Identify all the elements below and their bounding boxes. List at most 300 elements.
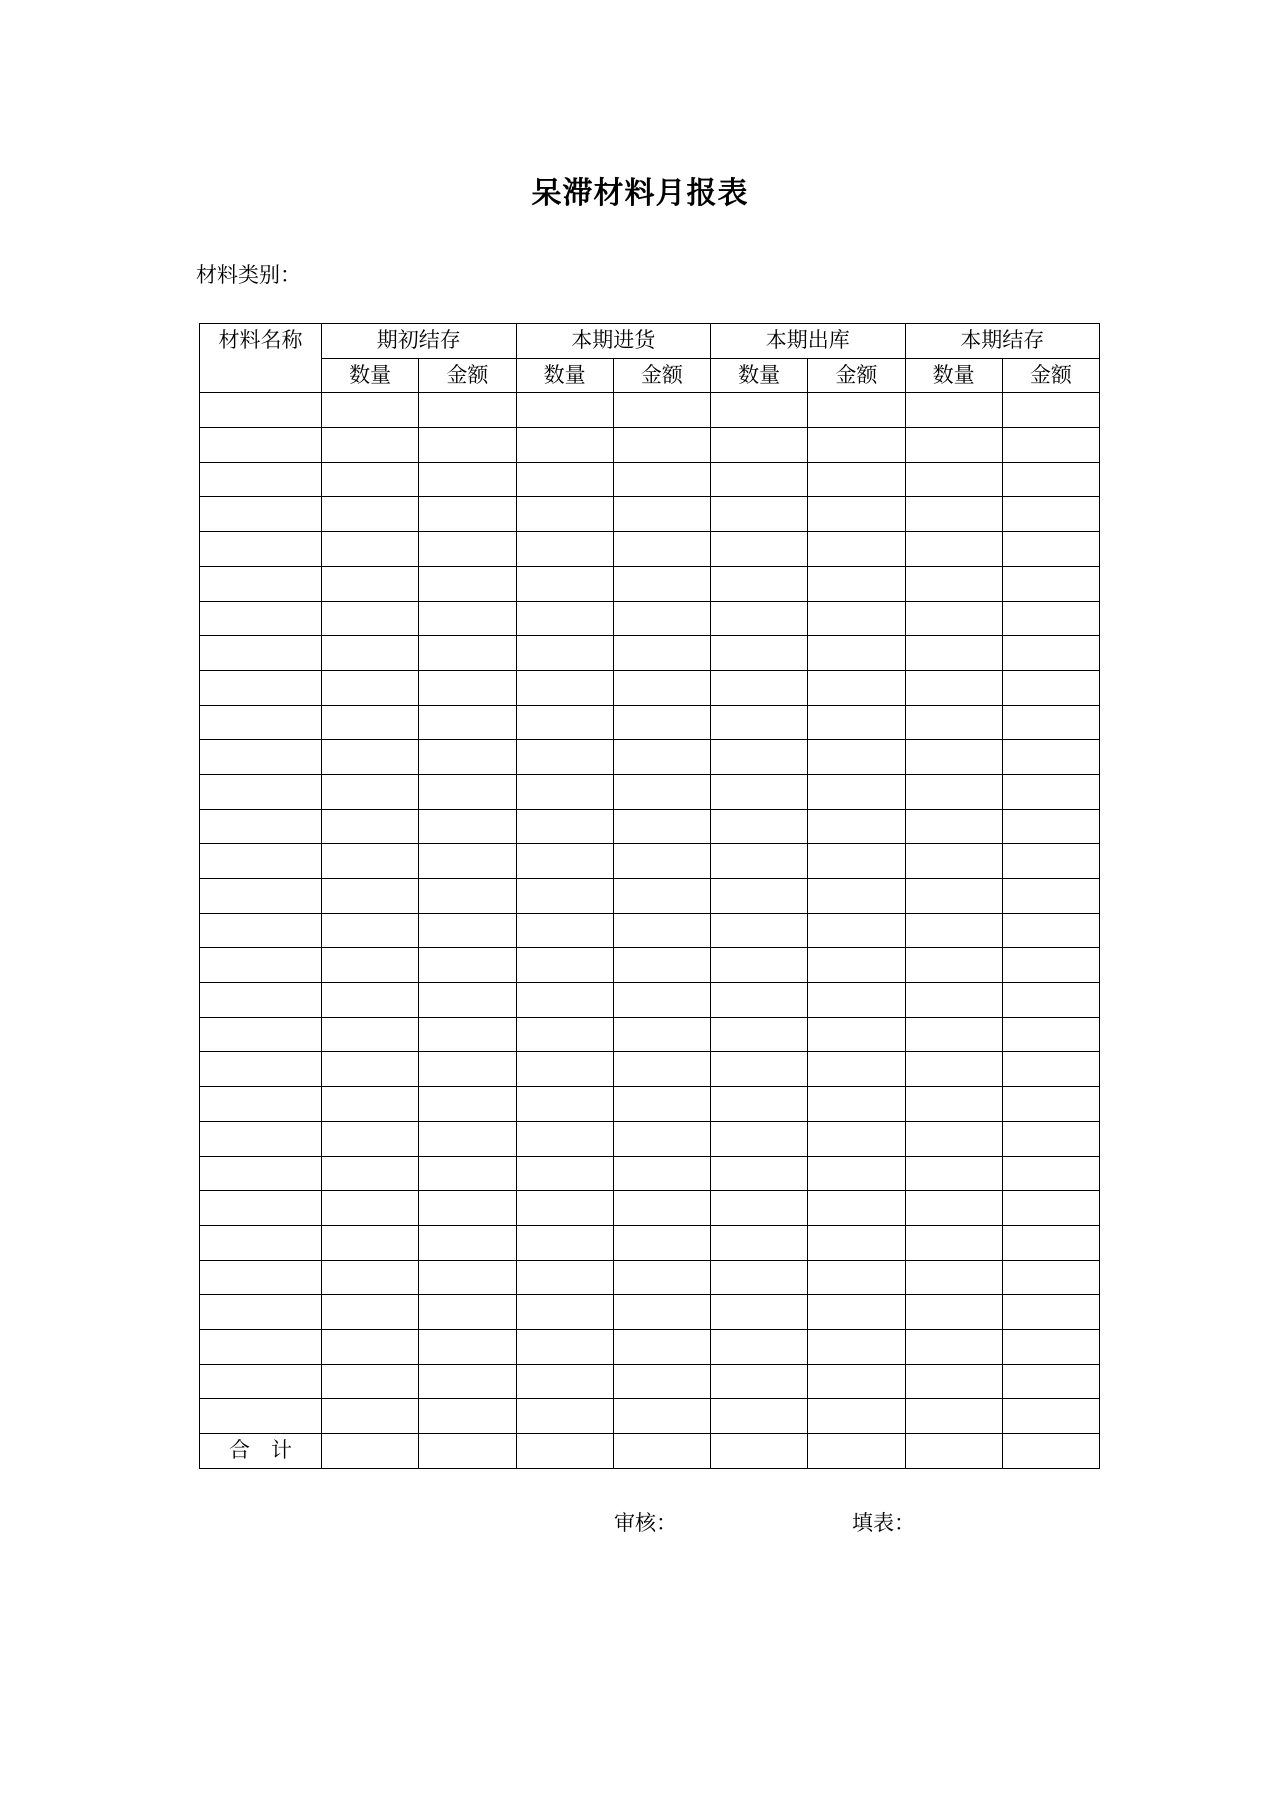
- table-cell[interactable]: [905, 566, 1002, 601]
- table-cell[interactable]: [322, 497, 419, 532]
- table-cell[interactable]: [711, 566, 808, 601]
- table-cell[interactable]: [711, 740, 808, 775]
- material-name-cell[interactable]: [200, 1017, 322, 1052]
- table-cell[interactable]: [516, 740, 613, 775]
- table-cell[interactable]: [516, 809, 613, 844]
- table-cell[interactable]: [322, 1295, 419, 1330]
- table-cell[interactable]: [419, 601, 516, 636]
- table-cell[interactable]: [613, 1295, 710, 1330]
- table-cell[interactable]: [419, 1156, 516, 1191]
- material-name-cell[interactable]: [200, 809, 322, 844]
- table-cell[interactable]: [711, 844, 808, 879]
- table-cell[interactable]: [419, 1295, 516, 1330]
- table-cell[interactable]: [516, 462, 613, 497]
- table-cell[interactable]: [419, 983, 516, 1018]
- table-cell[interactable]: [419, 670, 516, 705]
- page-title: 呆滞材料月报表: [531, 176, 749, 211]
- table-cell[interactable]: [1002, 705, 1099, 740]
- table-cell[interactable]: [419, 740, 516, 775]
- table-cell[interactable]: [322, 1017, 419, 1052]
- material-name-cell[interactable]: [200, 774, 322, 809]
- table-cell[interactable]: [419, 1260, 516, 1295]
- table-cell[interactable]: [613, 1329, 710, 1364]
- table-cell[interactable]: [322, 1087, 419, 1122]
- material-name-cell[interactable]: [200, 462, 322, 497]
- table-cell[interactable]: [322, 601, 419, 636]
- table-cell[interactable]: [905, 1191, 1002, 1226]
- table-cell[interactable]: [1002, 566, 1099, 601]
- table-cell[interactable]: [516, 774, 613, 809]
- table-cell[interactable]: [419, 1191, 516, 1226]
- table-cell[interactable]: [322, 428, 419, 463]
- table-row: [200, 1121, 1100, 1156]
- table-cell[interactable]: [808, 844, 905, 879]
- table-cell[interactable]: [711, 601, 808, 636]
- table-cell[interactable]: [808, 740, 905, 775]
- table-cell[interactable]: [905, 705, 1002, 740]
- table-cell[interactable]: [808, 566, 905, 601]
- table-cell[interactable]: [516, 948, 613, 983]
- table-cell[interactable]: [1002, 948, 1099, 983]
- table-cell[interactable]: [322, 774, 419, 809]
- table-cell[interactable]: [613, 948, 710, 983]
- table-cell[interactable]: [1002, 1434, 1099, 1469]
- table-cell[interactable]: [711, 1225, 808, 1260]
- material-name-cell[interactable]: [200, 1260, 322, 1295]
- table-cell[interactable]: [516, 1260, 613, 1295]
- table-cell[interactable]: [613, 1052, 710, 1087]
- table-cell[interactable]: [322, 879, 419, 914]
- table-cell[interactable]: [905, 670, 1002, 705]
- table-row: [200, 913, 1100, 948]
- table-cell[interactable]: [613, 1225, 710, 1260]
- table-cell[interactable]: [808, 1121, 905, 1156]
- table-cell[interactable]: [905, 1017, 1002, 1052]
- table-cell[interactable]: [711, 983, 808, 1018]
- table-cell[interactable]: [322, 1225, 419, 1260]
- table-row: [200, 774, 1100, 809]
- table-cell[interactable]: [322, 1364, 419, 1399]
- table-cell[interactable]: [711, 532, 808, 567]
- table-cell[interactable]: [808, 601, 905, 636]
- table-row: [200, 462, 1100, 497]
- table-cell[interactable]: [1002, 497, 1099, 532]
- table-cell[interactable]: [322, 1121, 419, 1156]
- table-cell[interactable]: [613, 601, 710, 636]
- table-cell[interactable]: [322, 393, 419, 428]
- table-cell[interactable]: [322, 670, 419, 705]
- table-cell[interactable]: [711, 1052, 808, 1087]
- total-label: 合 计: [200, 1434, 322, 1469]
- table-cell[interactable]: [322, 1191, 419, 1226]
- material-name-cell[interactable]: [200, 1052, 322, 1087]
- table-cell[interactable]: [322, 636, 419, 671]
- table-cell[interactable]: [419, 636, 516, 671]
- table-cell[interactable]: [516, 1329, 613, 1364]
- table-cell[interactable]: [905, 879, 1002, 914]
- table-cell[interactable]: [1002, 1121, 1099, 1156]
- table-cell[interactable]: [419, 809, 516, 844]
- table-cell[interactable]: [808, 948, 905, 983]
- table-row: [200, 1191, 1100, 1226]
- table-cell[interactable]: [1002, 532, 1099, 567]
- table-cell[interactable]: [419, 774, 516, 809]
- table-row: [200, 1295, 1100, 1330]
- material-name-cell[interactable]: [200, 1225, 322, 1260]
- table-cell[interactable]: [905, 1121, 1002, 1156]
- material-name-cell[interactable]: [200, 740, 322, 775]
- table-cell[interactable]: [419, 1017, 516, 1052]
- table-cell[interactable]: [711, 1017, 808, 1052]
- table-cell[interactable]: [419, 948, 516, 983]
- table-cell[interactable]: [905, 774, 1002, 809]
- total-row: [200, 1434, 1100, 1469]
- table-cell[interactable]: [808, 1295, 905, 1330]
- table-cell[interactable]: [516, 879, 613, 914]
- table-cell[interactable]: [808, 1399, 905, 1434]
- table-cell[interactable]: [322, 1052, 419, 1087]
- table-cell[interactable]: [613, 1121, 710, 1156]
- table-cell[interactable]: [711, 1191, 808, 1226]
- table-cell[interactable]: [1002, 428, 1099, 463]
- table-cell[interactable]: [419, 913, 516, 948]
- table-cell[interactable]: [1002, 879, 1099, 914]
- material-name-cell[interactable]: [200, 844, 322, 879]
- material-name-cell[interactable]: [200, 1087, 322, 1122]
- category-label: 材料类别：: [196, 263, 301, 287]
- table-cell[interactable]: [905, 1399, 1002, 1434]
- header-row-sub: [200, 358, 1100, 393]
- table-cell[interactable]: [516, 1399, 613, 1434]
- quantity-header: 数量: [711, 358, 808, 393]
- table-cell[interactable]: [613, 1156, 710, 1191]
- table-cell[interactable]: [516, 393, 613, 428]
- table-cell[interactable]: [905, 1434, 1002, 1469]
- material-name-cell[interactable]: [200, 497, 322, 532]
- table-cell[interactable]: [516, 1087, 613, 1122]
- table-cell[interactable]: [808, 1329, 905, 1364]
- table-cell[interactable]: [1002, 393, 1099, 428]
- table-cell[interactable]: [711, 948, 808, 983]
- table-cell[interactable]: [711, 809, 808, 844]
- table-cell[interactable]: [1002, 1156, 1099, 1191]
- table-cell[interactable]: [419, 1225, 516, 1260]
- material-name-cell[interactable]: [200, 393, 322, 428]
- table-cell[interactable]: [1002, 809, 1099, 844]
- table-cell[interactable]: [711, 879, 808, 914]
- material-name-cell[interactable]: [200, 636, 322, 671]
- table-cell[interactable]: [808, 1434, 905, 1469]
- table-cell[interactable]: [808, 1017, 905, 1052]
- table-cell[interactable]: [613, 774, 710, 809]
- table-cell[interactable]: [808, 670, 905, 705]
- table-cell[interactable]: [613, 1191, 710, 1226]
- material-name-cell[interactable]: [200, 1121, 322, 1156]
- material-name-cell[interactable]: [200, 1329, 322, 1364]
- table-cell[interactable]: [1002, 1052, 1099, 1087]
- table-cell[interactable]: [322, 462, 419, 497]
- material-name-cell[interactable]: [200, 879, 322, 914]
- table-cell[interactable]: [516, 601, 613, 636]
- table-cell[interactable]: [1002, 983, 1099, 1018]
- table-cell[interactable]: [1002, 1329, 1099, 1364]
- table-cell[interactable]: [613, 636, 710, 671]
- table-cell[interactable]: [516, 705, 613, 740]
- material-name-cell[interactable]: [200, 566, 322, 601]
- table-cell[interactable]: [419, 566, 516, 601]
- table-cell[interactable]: [711, 1156, 808, 1191]
- table-cell[interactable]: [613, 462, 710, 497]
- table-cell[interactable]: [419, 1364, 516, 1399]
- table-cell[interactable]: [322, 1434, 419, 1469]
- table-cell[interactable]: [516, 1121, 613, 1156]
- table-cell[interactable]: [1002, 601, 1099, 636]
- table-cell[interactable]: [516, 1434, 613, 1469]
- table-cell[interactable]: [322, 532, 419, 567]
- table-cell[interactable]: [1002, 1017, 1099, 1052]
- material-name-cell[interactable]: [200, 705, 322, 740]
- group-header-opening: 期初结存: [322, 324, 517, 359]
- table-cell[interactable]: [905, 844, 1002, 879]
- table-cell[interactable]: [808, 913, 905, 948]
- table-body: [200, 393, 1100, 1434]
- table-cell[interactable]: [808, 983, 905, 1018]
- table-cell[interactable]: [1002, 1087, 1099, 1122]
- table-row: [200, 1260, 1100, 1295]
- table-cell[interactable]: [711, 1399, 808, 1434]
- table-cell[interactable]: [808, 1087, 905, 1122]
- table-cell[interactable]: [1002, 740, 1099, 775]
- table-cell[interactable]: [808, 774, 905, 809]
- table-cell[interactable]: [322, 1260, 419, 1295]
- table-cell[interactable]: [905, 601, 1002, 636]
- table-cell[interactable]: [808, 1052, 905, 1087]
- table-cell[interactable]: [322, 913, 419, 948]
- table-cell[interactable]: [322, 740, 419, 775]
- table-cell[interactable]: [516, 1295, 613, 1330]
- table-cell[interactable]: [419, 393, 516, 428]
- table-cell[interactable]: [905, 497, 1002, 532]
- table-cell[interactable]: [905, 393, 1002, 428]
- table-cell[interactable]: [905, 913, 1002, 948]
- table-cell[interactable]: [711, 1121, 808, 1156]
- table-cell[interactable]: [1002, 774, 1099, 809]
- table-cell[interactable]: [905, 1260, 1002, 1295]
- table-cell[interactable]: [905, 1364, 1002, 1399]
- table-cell[interactable]: [516, 983, 613, 1018]
- material-name-cell[interactable]: [200, 913, 322, 948]
- table-cell[interactable]: [613, 809, 710, 844]
- table-cell[interactable]: [516, 1191, 613, 1226]
- table-cell[interactable]: [711, 462, 808, 497]
- material-name-cell[interactable]: [200, 532, 322, 567]
- table-cell[interactable]: [808, 1364, 905, 1399]
- table-cell[interactable]: [711, 1329, 808, 1364]
- material-name-cell[interactable]: [200, 1364, 322, 1399]
- table-cell[interactable]: [808, 462, 905, 497]
- table-cell[interactable]: [516, 1017, 613, 1052]
- table-cell[interactable]: [516, 566, 613, 601]
- table-cell[interactable]: [419, 497, 516, 532]
- table-cell[interactable]: [808, 1260, 905, 1295]
- table-cell[interactable]: [613, 1087, 710, 1122]
- table-cell[interactable]: [613, 740, 710, 775]
- table-cell[interactable]: [419, 1121, 516, 1156]
- table-cell[interactable]: [808, 1156, 905, 1191]
- table-cell[interactable]: [613, 879, 710, 914]
- table-cell[interactable]: [808, 393, 905, 428]
- table-row: [200, 636, 1100, 671]
- table-cell[interactable]: [322, 983, 419, 1018]
- table-cell[interactable]: [419, 1087, 516, 1122]
- table-cell[interactable]: [711, 393, 808, 428]
- table-cell[interactable]: [808, 1225, 905, 1260]
- table-cell[interactable]: [613, 983, 710, 1018]
- table-cell[interactable]: [1002, 1295, 1099, 1330]
- quantity-header: 数量: [905, 358, 1002, 393]
- table-cell[interactable]: [613, 844, 710, 879]
- table-cell[interactable]: [516, 913, 613, 948]
- table-cell[interactable]: [419, 1329, 516, 1364]
- table-cell[interactable]: [322, 1399, 419, 1434]
- table-cell[interactable]: [613, 913, 710, 948]
- table-cell[interactable]: [419, 532, 516, 567]
- table-cell[interactable]: [1002, 844, 1099, 879]
- table-cell[interactable]: [613, 1260, 710, 1295]
- table-cell[interactable]: [905, 1329, 1002, 1364]
- table-cell[interactable]: [905, 809, 1002, 844]
- table-cell[interactable]: [905, 1087, 1002, 1122]
- table-cell[interactable]: [419, 844, 516, 879]
- material-name-header: 材料名称: [200, 324, 322, 393]
- material-name-cell[interactable]: [200, 428, 322, 463]
- table-cell[interactable]: [1002, 1191, 1099, 1226]
- table-cell[interactable]: [905, 462, 1002, 497]
- table-cell[interactable]: [419, 1052, 516, 1087]
- material-name-cell[interactable]: [200, 601, 322, 636]
- table-cell[interactable]: [516, 532, 613, 567]
- table-cell[interactable]: [1002, 636, 1099, 671]
- table-cell[interactable]: [808, 879, 905, 914]
- table-cell[interactable]: [905, 1295, 1002, 1330]
- table-row: [200, 705, 1100, 740]
- table-cell[interactable]: [322, 1156, 419, 1191]
- table-cell[interactable]: [711, 774, 808, 809]
- table-cell[interactable]: [905, 1225, 1002, 1260]
- table-cell[interactable]: [905, 428, 1002, 463]
- table-cell[interactable]: [808, 809, 905, 844]
- table-cell[interactable]: [613, 1364, 710, 1399]
- table-cell[interactable]: [322, 948, 419, 983]
- table-cell[interactable]: [711, 1260, 808, 1295]
- table-cell[interactable]: [905, 1052, 1002, 1087]
- table-cell[interactable]: [711, 497, 808, 532]
- table-cell[interactable]: [905, 740, 1002, 775]
- table-cell[interactable]: [419, 462, 516, 497]
- table-cell[interactable]: [613, 566, 710, 601]
- table-cell[interactable]: [322, 705, 419, 740]
- table-cell[interactable]: [1002, 1260, 1099, 1295]
- table-cell[interactable]: [711, 1087, 808, 1122]
- table-cell[interactable]: [808, 532, 905, 567]
- table-cell[interactable]: [613, 497, 710, 532]
- table-cell[interactable]: [905, 636, 1002, 671]
- material-name-cell[interactable]: [200, 1399, 322, 1434]
- material-name-cell[interactable]: [200, 670, 322, 705]
- material-name-cell[interactable]: [200, 1191, 322, 1226]
- table-cell[interactable]: [711, 1364, 808, 1399]
- table-cell[interactable]: [711, 428, 808, 463]
- table-cell[interactable]: [516, 670, 613, 705]
- table-cell[interactable]: [1002, 913, 1099, 948]
- material-name-cell[interactable]: [200, 1156, 322, 1191]
- table-cell[interactable]: [613, 393, 710, 428]
- table-cell[interactable]: [711, 1434, 808, 1469]
- table-cell[interactable]: [1002, 670, 1099, 705]
- material-name-cell[interactable]: [200, 948, 322, 983]
- table-cell[interactable]: [516, 1225, 613, 1260]
- table-cell[interactable]: [711, 636, 808, 671]
- table-cell[interactable]: [613, 1399, 710, 1434]
- table-cell[interactable]: [322, 566, 419, 601]
- table-cell[interactable]: [613, 1017, 710, 1052]
- table-cell[interactable]: [613, 705, 710, 740]
- table-cell[interactable]: [613, 670, 710, 705]
- table-cell[interactable]: [516, 844, 613, 879]
- table-cell[interactable]: [419, 879, 516, 914]
- material-name-cell[interactable]: [200, 1295, 322, 1330]
- table-cell[interactable]: [1002, 1225, 1099, 1260]
- table-cell[interactable]: [1002, 1364, 1099, 1399]
- header-row-groups: [200, 324, 1100, 359]
- table-cell[interactable]: [516, 497, 613, 532]
- table-cell[interactable]: [808, 497, 905, 532]
- table-cell[interactable]: [516, 636, 613, 671]
- table-cell[interactable]: [808, 428, 905, 463]
- table-cell[interactable]: [516, 1364, 613, 1399]
- table-cell[interactable]: [905, 983, 1002, 1018]
- table-cell[interactable]: [711, 1295, 808, 1330]
- table-cell[interactable]: [711, 913, 808, 948]
- table-cell[interactable]: [613, 428, 710, 463]
- table-cell[interactable]: [1002, 462, 1099, 497]
- table-cell[interactable]: [711, 705, 808, 740]
- table-cell[interactable]: [905, 948, 1002, 983]
- table-cell[interactable]: [419, 428, 516, 463]
- table-cell[interactable]: [516, 1052, 613, 1087]
- table-cell[interactable]: [516, 428, 613, 463]
- table-cell[interactable]: [613, 1434, 710, 1469]
- table-cell[interactable]: [322, 844, 419, 879]
- material-name-cell[interactable]: [200, 983, 322, 1018]
- table-cell[interactable]: [322, 1329, 419, 1364]
- table-cell[interactable]: [516, 1156, 613, 1191]
- table-cell[interactable]: [419, 1399, 516, 1434]
- table-cell[interactable]: [905, 1156, 1002, 1191]
- table-cell[interactable]: [613, 532, 710, 567]
- table-cell[interactable]: [419, 1434, 516, 1469]
- table-row: [200, 1052, 1100, 1087]
- table-cell[interactable]: [1002, 1399, 1099, 1434]
- table-cell[interactable]: [905, 532, 1002, 567]
- table-cell[interactable]: [419, 705, 516, 740]
- table-cell[interactable]: [808, 705, 905, 740]
- table-cell[interactable]: [808, 1191, 905, 1226]
- table-row: [200, 1364, 1100, 1399]
- table-cell[interactable]: [711, 670, 808, 705]
- table-cell[interactable]: [322, 809, 419, 844]
- table-cell[interactable]: [808, 636, 905, 671]
